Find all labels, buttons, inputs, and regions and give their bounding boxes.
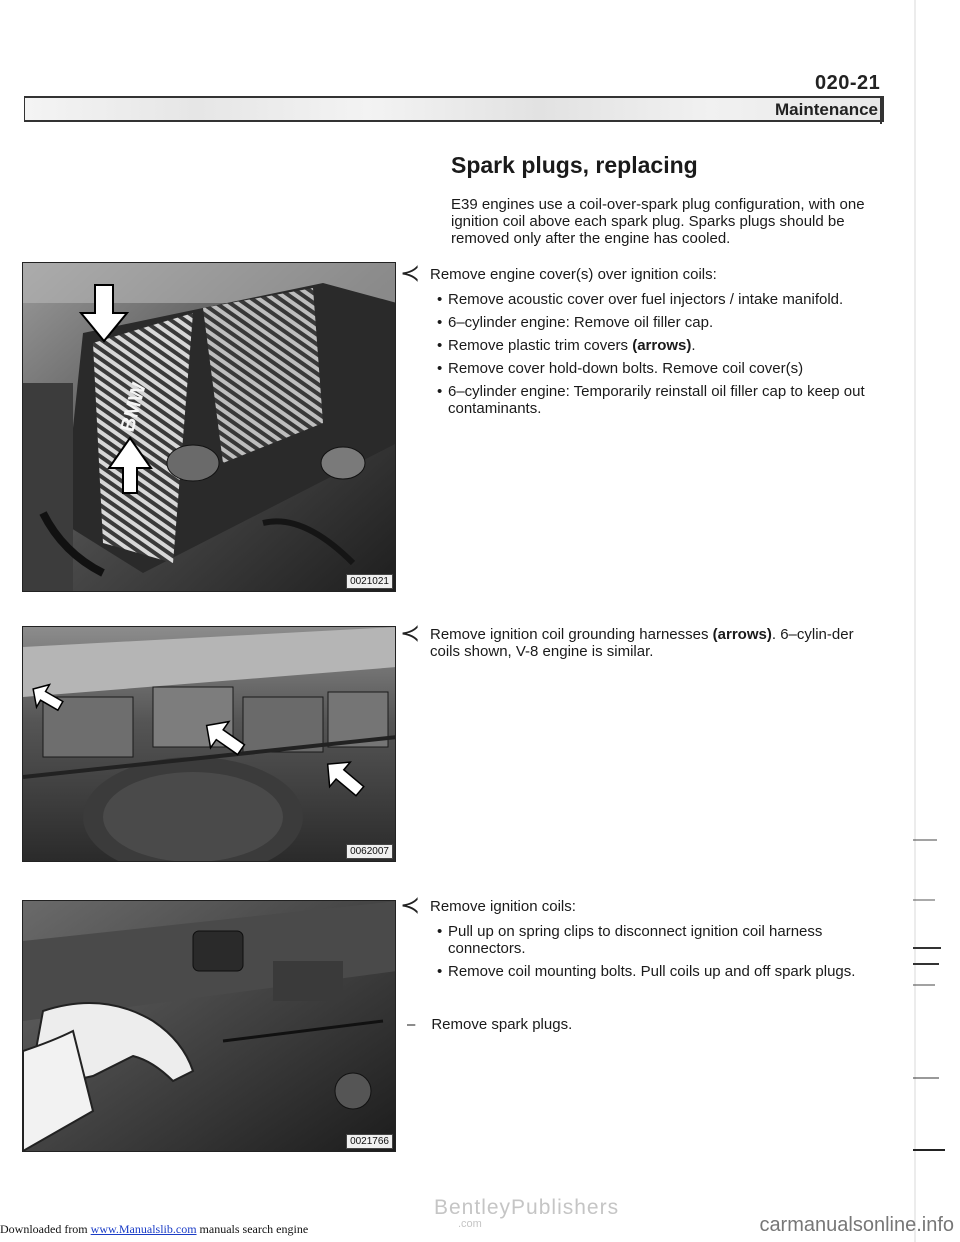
step-bullet-list (400, 291, 880, 417)
step-remove-ignition-coils (400, 892, 880, 986)
step-lead (400, 892, 880, 919)
engine-cover-illustration (23, 263, 396, 592)
left-angle-pointer-icon: ≺ (400, 620, 421, 647)
left-angle-pointer-icon: ≺ (400, 260, 421, 287)
left-angle-pointer-icon: ≺ (400, 892, 421, 919)
dash-marker: – (407, 1016, 416, 1033)
section-label: Maintenance (769, 100, 878, 120)
watermark: BentleyPublishers (434, 1196, 620, 1219)
step-remove-grounding-harnesses (400, 620, 880, 660)
step-remove-engine-covers (400, 260, 880, 423)
list-item: • Pull up on spring clips to disconnect ignition coil harness connectors. (437, 923, 880, 957)
section-header-bar (24, 96, 884, 122)
ignition-coil-removal-photo (22, 900, 396, 1152)
step-lead (400, 260, 880, 287)
page-number: 020-21 (815, 72, 881, 94)
page-title: Spark plugs, replacing (451, 152, 698, 178)
step-remove-spark-plugs (407, 1016, 572, 1033)
footer-suffix: manuals search engine (196, 1222, 309, 1236)
step-bullet-list (400, 923, 880, 980)
manualslib-link[interactable]: www.Manualslib.com (90, 1222, 197, 1236)
list-item: • Remove cover hold-down bolts. Remove coil cover(s) (437, 360, 880, 377)
footer-prefix: Downloaded from (0, 1222, 91, 1236)
step-lead-text: Remove ignition coils: (430, 898, 576, 915)
list-item: • 6–cylinder engine: Remove oil filler cap. (437, 314, 880, 331)
ignition-coil-illustration (23, 627, 396, 862)
step-lead-text: Remove engine cover(s) over ignition coils: (430, 266, 717, 283)
step-text: Remove spark plugs. (431, 1016, 573, 1033)
photo-id-label: 0021021 (346, 574, 393, 589)
coil-removal-illustration (23, 901, 396, 1152)
intro-paragraph: E39 engines use a coil-over-spark plug configuration, with one ignition coil above each spark plug. Sparks plugs should be removed only after the engine has cooled. (451, 196, 865, 247)
footer-site-mark: carmanualsonline.info (759, 1214, 954, 1236)
margin-scan-marks (905, 0, 960, 1242)
step-lead-text: Remove ignition coil grounding harnesses (arrows). 6–cylin-der coils shown, V-8 engine is similar. (430, 626, 854, 660)
ignition-coil-harness-photo (22, 626, 396, 862)
engine-cover-photo (22, 262, 396, 592)
list-item: • 6–cylinder engine: Temporarily reinstall oil filler cap to keep out contaminants. (437, 383, 880, 417)
list-item: • Remove coil mounting bolts. Pull coils up and off spark plugs. (437, 963, 880, 980)
list-item: • Remove plastic trim covers (arrows). (437, 337, 880, 354)
list-item: • Remove acoustic cover over fuel injectors / intake manifold. (437, 291, 880, 308)
step-lead (400, 620, 880, 660)
watermark-sub: .com (458, 1218, 482, 1230)
download-footer (0, 1222, 308, 1237)
bmw-logo-text: BMW (116, 380, 151, 435)
photo-id-label: 0021766 (346, 1134, 393, 1149)
photo-id-label: 0062007 (346, 844, 393, 859)
